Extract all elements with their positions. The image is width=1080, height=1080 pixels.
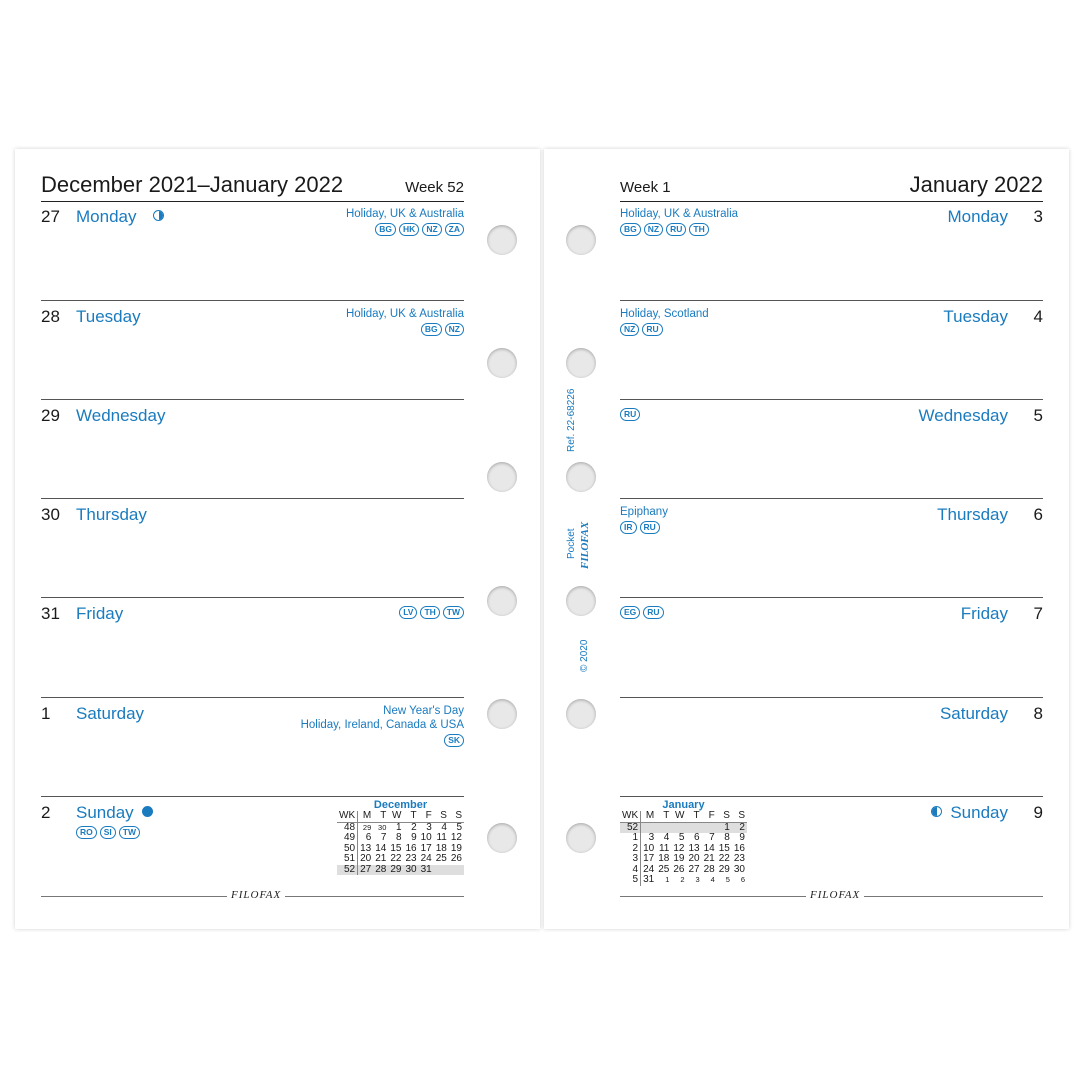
- country-badges: [346, 323, 464, 336]
- holiday-notes: [301, 704, 464, 747]
- first-quarter-moon-icon: [153, 210, 164, 221]
- calendar-day: 9: [739, 832, 745, 843]
- calendar-day: 20: [688, 853, 700, 864]
- day-row[interactable]: [41, 300, 464, 400]
- day-number: 3: [1033, 207, 1043, 226]
- calendar-day: 5: [725, 875, 730, 884]
- country-badge: NZ: [644, 223, 663, 236]
- country-badge: IR: [620, 521, 637, 534]
- calendar-week: 49: [337, 833, 358, 844]
- calendar-day: 3: [648, 832, 655, 843]
- day-number: 4: [1033, 307, 1043, 326]
- holiday-notes: [620, 505, 668, 534]
- calendar-header: S: [717, 811, 732, 822]
- binder-hole: [487, 823, 517, 853]
- country-badge: RU: [642, 323, 662, 336]
- calendar-day: 11: [658, 842, 670, 854]
- calendar-day: 25: [658, 863, 670, 875]
- calendar-day: 12: [450, 832, 462, 843]
- calendar-day: 18: [435, 842, 447, 854]
- day-row[interactable]: [41, 201, 464, 300]
- calendar-day: 29: [718, 863, 730, 875]
- binder-hole: [487, 699, 517, 729]
- calendar-week: 52: [620, 822, 641, 833]
- calendar-week: 2: [620, 844, 641, 855]
- calendar-header: W: [671, 811, 686, 822]
- calendar-week: 48: [337, 822, 358, 833]
- calendar-day: 5: [678, 832, 685, 843]
- day-name: Tuesday: [943, 307, 1008, 326]
- country-badge: SK: [444, 734, 464, 747]
- pocket-label: Pocket: [566, 528, 577, 559]
- day-number: 8: [1033, 704, 1043, 723]
- calendar-week: 5: [620, 875, 641, 886]
- calendar-day: 1: [665, 875, 670, 884]
- day-name: Saturday: [76, 704, 145, 723]
- calendar-header: WK: [337, 811, 358, 822]
- calendar-header: M: [641, 811, 657, 822]
- day-number: 9: [1033, 803, 1043, 822]
- calendar-day: 6: [365, 832, 372, 843]
- binder-hole: [566, 586, 596, 616]
- calendar-day: 2: [732, 822, 747, 833]
- page-title: January 2022: [909, 172, 1043, 197]
- day-number: 6: [1033, 505, 1043, 524]
- day-number: 27: [41, 207, 60, 226]
- country-badge: NZ: [620, 323, 639, 336]
- country-badges: [620, 521, 668, 534]
- calendar-day: 19: [673, 853, 685, 864]
- binder-hole: [487, 462, 517, 492]
- calendar-day: 20: [360, 853, 372, 864]
- country-badge: TH: [420, 606, 439, 619]
- calendar-header: WK: [620, 811, 641, 822]
- calendar-day: 2: [411, 821, 417, 833]
- calendar-day: 12: [673, 842, 685, 854]
- day-name: Saturday: [939, 704, 1008, 723]
- calendar-week: 52: [337, 865, 358, 876]
- country-badge: TW: [443, 606, 464, 619]
- country-badges: [620, 606, 664, 619]
- country-badges: [620, 223, 738, 236]
- calendar-day: 23: [405, 853, 417, 864]
- day-row[interactable]: [620, 697, 1043, 797]
- binder-hole: [487, 225, 517, 255]
- calendar-day: 10: [643, 842, 655, 854]
- calendar-day: 7: [709, 832, 715, 843]
- brand-logo: FILOFAX: [227, 889, 285, 901]
- day-row[interactable]: [620, 399, 1043, 499]
- calendar-day: 16: [733, 842, 745, 854]
- calendar-header: T: [404, 811, 419, 822]
- holiday-note: New Year's Day: [383, 705, 464, 717]
- holiday-note: Epiphany: [620, 506, 668, 518]
- holiday-notes: [620, 207, 738, 236]
- day-row[interactable]: [41, 498, 464, 598]
- binder-hole: [566, 823, 596, 853]
- right-header: [620, 169, 1043, 202]
- calendar-header: S: [434, 811, 449, 822]
- calendar-day: 9: [411, 832, 417, 843]
- day-number: 29: [41, 406, 60, 425]
- calendar-day: 31: [420, 863, 432, 875]
- day-name: Sunday: [76, 803, 134, 822]
- calendar-day: 6: [740, 875, 745, 884]
- calendar-header: T: [686, 811, 701, 822]
- day-number: 28: [41, 307, 60, 326]
- calendar-header: T: [656, 811, 671, 822]
- day-row[interactable]: [41, 399, 464, 499]
- calendar-day: 13: [360, 842, 372, 854]
- calendar-header: F: [702, 811, 717, 822]
- calendar-header: T: [373, 811, 388, 822]
- mini-calendar-december: [337, 799, 464, 875]
- calendar-day: 10: [420, 832, 432, 843]
- day-row[interactable]: [41, 697, 464, 797]
- country-badge: EG: [620, 606, 640, 619]
- calendar-day: 24: [420, 853, 432, 864]
- country-badge: RU: [640, 521, 660, 534]
- calendar-day: 28: [703, 863, 715, 875]
- country-badges: [620, 408, 640, 421]
- calendar-day: 18: [658, 853, 670, 864]
- country-badge: RO: [76, 826, 97, 839]
- calendar-day: 3: [426, 821, 432, 833]
- day-number: 2: [41, 803, 51, 822]
- calendar-header: M: [358, 811, 374, 822]
- binder-hole: [566, 348, 596, 378]
- calendar-day: 14: [703, 842, 715, 854]
- calendar-day: 4: [710, 875, 715, 884]
- left-page: [15, 149, 540, 929]
- calendar-day: 30: [733, 863, 745, 875]
- calendar-day: 21: [703, 853, 715, 864]
- country-badge: SI: [100, 826, 116, 839]
- calendar-week: 1: [620, 833, 641, 844]
- day-number: 7: [1033, 604, 1043, 623]
- country-badges: [76, 826, 140, 839]
- country-badges: [399, 606, 464, 619]
- calendar-day: 2: [680, 875, 685, 884]
- calendar-header: F: [419, 811, 434, 822]
- calendar-day: 14: [375, 842, 387, 854]
- binder-hole: [566, 699, 596, 729]
- day-name: Tuesday: [76, 307, 141, 326]
- holiday-notes: [620, 604, 664, 619]
- calendar-day: 16: [405, 842, 417, 854]
- calendar-day: 15: [718, 842, 730, 854]
- country-badge: BG: [375, 223, 396, 236]
- country-badges: [346, 223, 464, 236]
- day-row[interactable]: [620, 300, 1043, 400]
- brand-logo: FILOFAX: [806, 889, 864, 901]
- calendar-day: 4: [663, 832, 670, 843]
- binder-hole: [487, 348, 517, 378]
- day-number: 31: [41, 604, 60, 623]
- calendar-day: 5: [456, 821, 462, 833]
- calendar-day: 8: [724, 832, 730, 843]
- calendar-week: 4: [620, 865, 641, 876]
- holiday-notes: [346, 307, 464, 336]
- calendar-week: 50: [337, 844, 358, 855]
- calendar-day: 30: [405, 863, 417, 875]
- calendar-day: 17: [643, 853, 655, 864]
- last-quarter-moon-icon: [931, 806, 942, 817]
- calendar-day: 8: [395, 832, 402, 843]
- calendar-day: 27: [688, 863, 700, 875]
- holiday-note: Holiday, Ireland, Canada & USA: [300, 719, 464, 731]
- calendar-week: 3: [620, 854, 641, 865]
- country-badge: BG: [421, 323, 442, 336]
- day-row[interactable]: [41, 796, 464, 897]
- calendar-day: 15: [390, 842, 402, 854]
- holiday-note: Holiday, Scotland: [620, 308, 709, 320]
- country-badge: TH: [689, 223, 708, 236]
- day-row[interactable]: [620, 201, 1043, 300]
- calendar-week: 51: [337, 854, 358, 865]
- calendar-day: 6: [694, 832, 700, 843]
- calendar-day: 1: [395, 821, 402, 833]
- binder-hole: [487, 586, 517, 616]
- day-name: Wednesday: [76, 406, 166, 425]
- day-name: Thursday: [937, 505, 1008, 524]
- calendar-day: [434, 865, 449, 876]
- day-number: 5: [1033, 406, 1043, 425]
- calendar-day: 27: [358, 865, 374, 876]
- country-badges: [301, 734, 464, 747]
- calendar-day: 22: [718, 853, 730, 864]
- country-badge: RU: [666, 223, 686, 236]
- country-badges: [620, 323, 709, 336]
- full-moon-icon: [142, 806, 153, 817]
- calendar-day: 7: [380, 832, 387, 843]
- holiday-notes: [346, 207, 464, 236]
- copyright-text: © 2020: [579, 639, 590, 672]
- country-badge: NZ: [445, 323, 464, 336]
- country-badge: ZA: [445, 223, 464, 236]
- holiday-notes: [399, 604, 464, 619]
- calendar-day: 21: [375, 853, 387, 864]
- calendar-day: 31: [643, 874, 655, 885]
- mini-calendar-grid: [620, 811, 747, 886]
- day-row[interactable]: [41, 597, 464, 697]
- calendar-day: 3: [695, 875, 700, 884]
- calendar-day: 28: [375, 863, 387, 875]
- mini-calendar-january: [620, 799, 747, 886]
- holiday-notes: [620, 307, 709, 336]
- country-badge: LV: [399, 606, 417, 619]
- day-name: Monday: [76, 207, 137, 226]
- day-name: Thursday: [76, 505, 147, 524]
- calendar-day: 17: [420, 842, 432, 854]
- day-row[interactable]: [620, 597, 1043, 697]
- holiday-note: Holiday, UK & Australia: [345, 308, 464, 320]
- holiday-note: Holiday, UK & Australia: [345, 208, 464, 220]
- binder-hole: [566, 225, 596, 255]
- page-title: December 2021–January 2022: [41, 172, 344, 197]
- calendar-day: 24: [643, 863, 655, 875]
- country-badge: BG: [620, 223, 641, 236]
- spine-brand-logo: FILOFAX: [579, 521, 591, 569]
- calendar-day: 1: [717, 822, 732, 833]
- calendar-day: 11: [436, 832, 447, 843]
- calendar-header: S: [449, 811, 464, 822]
- calendar-day: 30: [378, 822, 387, 832]
- calendar-day: 26: [673, 863, 685, 875]
- country-badge: RU: [643, 606, 663, 619]
- day-name: Friday: [960, 604, 1008, 623]
- day-row[interactable]: [620, 796, 1043, 897]
- holiday-notes: [620, 406, 640, 421]
- week-label: Week 1: [620, 179, 671, 196]
- calendar-day: 29: [390, 863, 402, 875]
- calendar-day: 19: [450, 842, 462, 854]
- calendar-day: 4: [441, 821, 447, 833]
- calendar-day: 26: [450, 853, 462, 864]
- mini-calendar-title: January: [662, 799, 705, 811]
- day-name: Monday: [947, 207, 1008, 226]
- country-badge: HK: [399, 223, 419, 236]
- right-page: [544, 149, 1069, 929]
- day-row[interactable]: [620, 498, 1043, 598]
- day-name: Wednesday: [918, 406, 1008, 425]
- mini-calendar-grid: [337, 811, 464, 875]
- calendar-day: 29: [362, 822, 372, 832]
- calendar-day: 23: [733, 853, 745, 864]
- holiday-note: Holiday, UK & Australia: [620, 208, 739, 220]
- calendar-day: 25: [435, 853, 447, 864]
- mini-calendar-title: December: [373, 799, 428, 811]
- day-number: 30: [41, 505, 60, 524]
- calendar-header: W: [388, 811, 403, 822]
- country-badge: NZ: [422, 223, 441, 236]
- calendar-day: [449, 865, 464, 876]
- reference-number: Ref. 22-68226: [566, 388, 577, 452]
- left-header: [41, 169, 464, 202]
- country-badge: TW: [119, 826, 140, 839]
- day-name: Friday: [76, 604, 124, 623]
- week-label: Week 52: [405, 179, 464, 196]
- day-number: 1: [41, 704, 51, 723]
- day-name: Sunday: [950, 803, 1008, 822]
- calendar-day: 22: [390, 853, 402, 864]
- binder-hole: [566, 462, 596, 492]
- calendar-header: S: [732, 811, 747, 822]
- calendar-day: 13: [688, 842, 700, 854]
- country-badge: RU: [620, 408, 640, 421]
